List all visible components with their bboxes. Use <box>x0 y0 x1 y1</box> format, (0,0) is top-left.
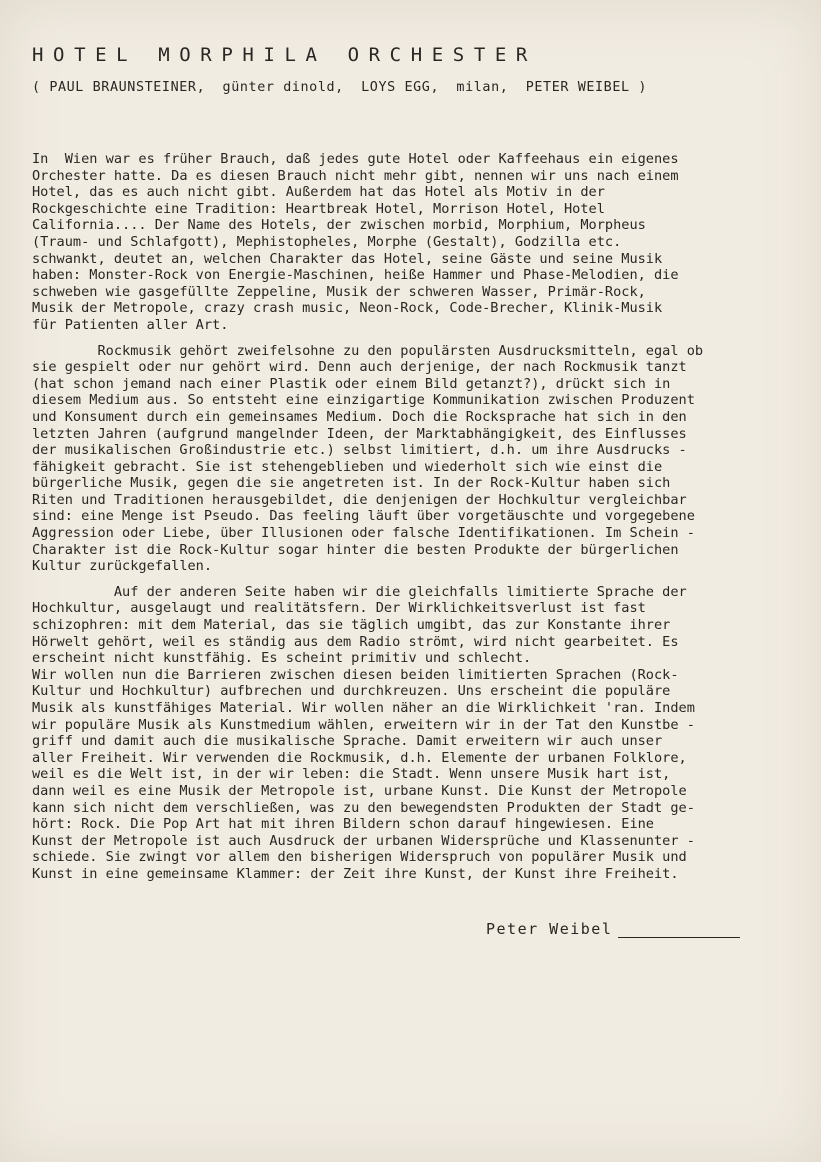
band-members-line: ( PAUL BRAUNSTEINER, günter dinold, LOYS EGG, milan, PETER WEIBEL ) <box>32 80 647 95</box>
paragraph-rockmusik: Rockmusik gehört zweifelsohne zu den populärsten Ausdrucksmitteln, egal ob sie gespielt oder nur gehört wird. Denn auch derjenige, der nach Rockmusik tanzt (hat schon jemand nach einer Plastik oder einem Bild getanzt?), drückt sich in diesem Medium aus. So entsteht eine einzigartige Kommunikation zwischen Produzent und Konsument durch ein gemeinsames Medium. Doch die Rocksprache hat sich in den letzten Jahren (aufgrund mangelnder Ideen, der Marktabhängigkeit, des Einflusses der musikalischen Großindustrie etc.) selbst limitiert, d.h. um ihre Ausdrucks - fähigkeit gebracht. Sie ist stehengeblieben und wiederholt sich wie einst die bürgerliche Musik, gegen die sie angetreten ist. In der Rock-Kultur haben sich Riten und Traditionen herausgebildet, die denjenigen der Hochkultur vergleichbar sind: eine Menge ist Pseudo. Das feeling läuft über vorgetäuschte und vorgegebene Aggression oder Liebe, über Illusionen oder falsche Identifikationen. Im Schein - Charakter ist die Rock-Kultur sogar hinter die besten Produkte der bürgerlichen Kultur zurückgefallen. <box>32 342 704 575</box>
document-title: HOTEL MORPHILA ORCHESTER <box>32 44 537 66</box>
signature-line <box>618 937 740 938</box>
paragraph-hochkultur: Auf der anderen Seite haben wir die gleichfalls limitierte Sprache der Hochkultur, ausgelaugt und realitätsfern. Der Wirklichkeitsverlust ist fast schizophren: mit dem Material, das sie täglich umgibt, das zur Konstante ihrer Hörwelt gehört, weil es ständig aus dem Radio strömt, wird nicht gearbeitet. Es erscheint nicht kunstfähig. Es scheint primitiv und schlecht. Wir wollen nun die Barrieren zwischen diesen beiden limitierten Sprachen (Rock- Kultur und Hochkultur) aufbrechen und durchkreuzen. Uns erscheint die populäre Musik als kunstfähiges Material. Wir wollen näher an die Wirklichkeit 'ran. Indem wir populäre Musik als Kunstmedium wählen, erweitern wir in der Tat den Kunstbe - griff und damit auch die musikalische Sprache. Damit erweitern wir auch unser aller Freiheit. Wir verwenden die Rockmusik, d.h. Elemente der urbanen Folklore, weil es die Welt ist, in der wir leben: die Stadt. Wenn unsere Musik hart ist, dann weil es eine Musik der Metropole ist, urbane Kunst. Die Kunst der Metropole kann sich nicht dem verschließen, was zu den bewegendsten Produkten der Stadt ge- hört: Rock. Die Pop Art hat mit ihren Bildern schon darauf hingewiesen. Eine Kunst der Metropole ist auch Ausdruck der urbanen Widersprüche und Klassenunter - schiede. Sie zwingt vor allem den bisherigen Widerspruch von populärer Musik und Kunst in eine gemeinsame Klammer: der Zeit ihre Kunst, der Kunst ihre Freiheit. <box>32 583 695 882</box>
signature: Peter Weibel <box>486 920 613 938</box>
paragraph-intro: In Wien war es früher Brauch, daß jedes gute Hotel oder Kaffeehaus ein eigenes Orchester hatte. Da es diesen Brauch nicht mehr gibt, nennen wir uns nach einem Hotel, das es auch nicht gibt. Außerdem hat das Hotel als Motiv in der Rockgeschichte eine Tradition: Heartbreak Hotel, Morrison Hotel, Hotel California.... Der Name des Hotels, der zwischen morbid, Morphium, Morpheus (Traum- und Schlafgott), Mephistopheles, Morphe (Gestalt), Godzilla etc. schwankt, deutet an, welchen Charakter das Hotel, seine Gäste und seine Musik haben: Monster-Rock von Energie-Maschinen, heiße Hammer und Phase-Melodien, die schweben wie gasgefüllte Zeppeline, Musik der schweren Wasser, Primär-Rock, Musik der Metropole, crazy crash music, Neon-Rock, Code-Brecher, Klinik-Musik für Patienten aller Art. <box>32 151 679 333</box>
manifesto-body <box>32 151 792 883</box>
